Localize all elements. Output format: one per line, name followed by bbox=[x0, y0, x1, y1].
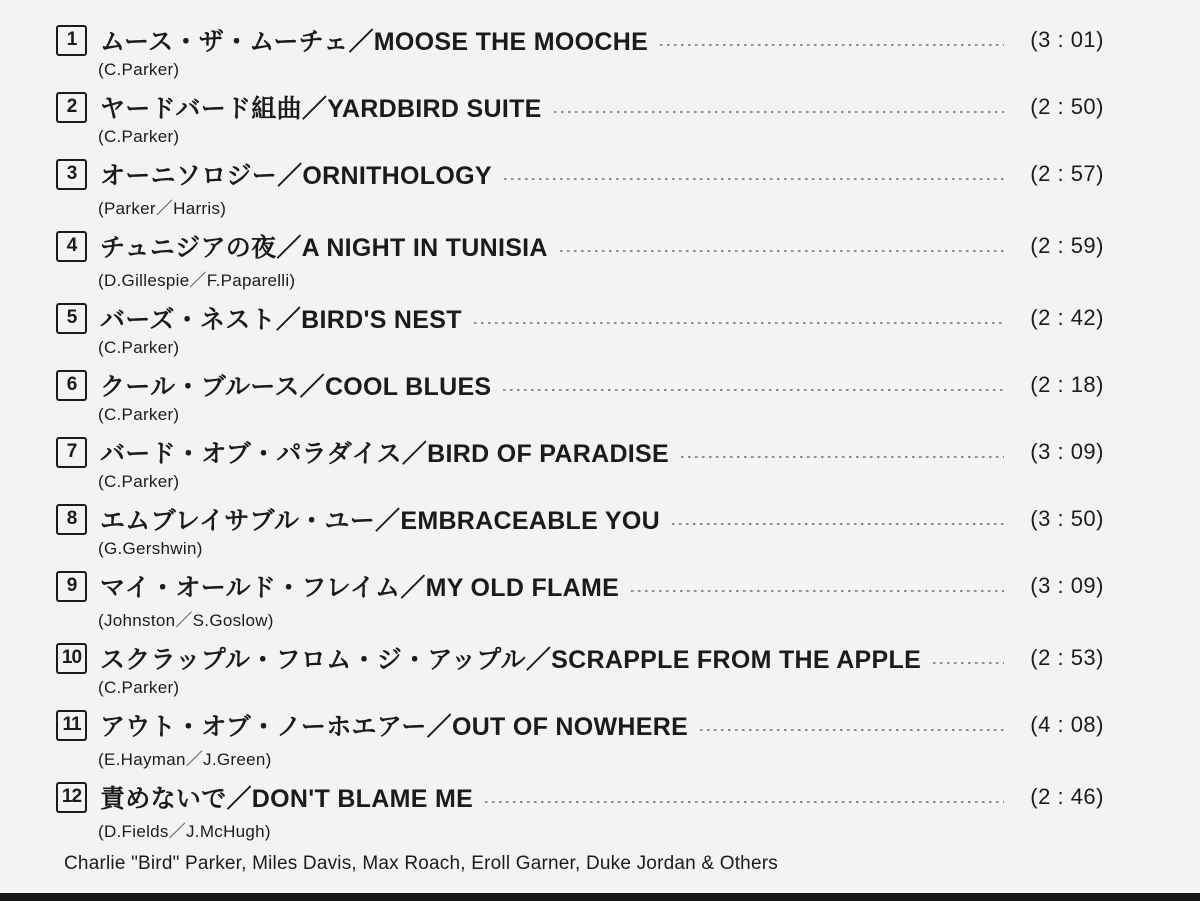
track-row bbox=[56, 707, 1104, 770]
track-duration: (3 : 01) bbox=[1030, 27, 1104, 52]
track-row bbox=[56, 156, 1104, 219]
track-title: アウト・オブ・ノーホエアー／OUT OF NOWHERE bbox=[100, 713, 689, 741]
track-title: 責めないで／DON'T BLAME ME bbox=[100, 785, 474, 813]
track-composer: (C.Parker) bbox=[98, 60, 180, 79]
track-row bbox=[56, 89, 1104, 147]
track-number-box: 3 bbox=[56, 159, 87, 190]
dotted-leader bbox=[700, 729, 1004, 732]
track-number-box: 8 bbox=[56, 504, 87, 535]
track-composer: (C.Parker) bbox=[98, 127, 180, 146]
track-duration: (2 : 57) bbox=[1030, 161, 1104, 186]
track-title: スクラップル・フロム・ジ・アップル／SCRAPPLE FROM THE APPLE bbox=[100, 646, 922, 674]
track-title: オーニソロジー／ORNITHOLOGY bbox=[100, 162, 492, 190]
track-title: マイ・オールド・フレイム／MY OLD FLAME bbox=[100, 574, 620, 602]
track-duration: (3 : 09) bbox=[1030, 439, 1104, 464]
track-title: ヤードバード組曲／YARDBIRD SUITE bbox=[100, 95, 542, 123]
track-number-box: 4 bbox=[56, 231, 87, 262]
track-row bbox=[56, 22, 1104, 80]
track-row bbox=[56, 228, 1104, 291]
bottom-rule bbox=[0, 893, 1200, 901]
track-duration: (2 : 50) bbox=[1030, 94, 1104, 119]
track-row bbox=[56, 640, 1104, 698]
dotted-leader bbox=[631, 590, 1004, 593]
dotted-leader bbox=[933, 662, 1004, 665]
track-number-box: 7 bbox=[56, 437, 87, 468]
track-title: ムース・ザ・ムーチェ／MOOSE THE MOOCHE bbox=[100, 28, 649, 56]
track-duration: (2 : 42) bbox=[1030, 305, 1104, 330]
dotted-leader bbox=[672, 523, 1004, 526]
track-title: バーズ・ネスト／BIRD'S NEST bbox=[100, 306, 462, 334]
track-composer: (Parker／Harris) bbox=[98, 199, 227, 218]
track-number-box: 5 bbox=[56, 303, 87, 334]
track-composer: (C.Parker) bbox=[98, 405, 180, 424]
track-composer: (E.Hayman／J.Green) bbox=[98, 750, 272, 769]
track-duration: (2 : 18) bbox=[1030, 372, 1104, 397]
dotted-leader bbox=[503, 389, 1004, 392]
dotted-leader bbox=[474, 322, 1004, 325]
track-title: バード・オブ・パラダイス／BIRD OF PARADISE bbox=[100, 440, 669, 468]
track-number-box: 6 bbox=[56, 370, 87, 401]
dotted-leader bbox=[504, 178, 1004, 181]
track-composer: (D.Fields／J.McHugh) bbox=[98, 822, 271, 841]
track-duration: (3 : 50) bbox=[1030, 506, 1104, 531]
dotted-leader bbox=[554, 111, 1004, 114]
track-number-box: 2 bbox=[56, 92, 87, 123]
dotted-leader bbox=[660, 44, 1004, 47]
track-title: エムブレイサブル・ユー／EMBRACEABLE YOU bbox=[100, 507, 660, 535]
track-composer: (D.Gillespie／F.Paparelli) bbox=[98, 271, 296, 290]
track-number-box: 11 bbox=[56, 710, 87, 741]
dotted-leader bbox=[681, 456, 1004, 459]
track-row bbox=[56, 367, 1104, 425]
track-row bbox=[56, 434, 1104, 492]
track-composer: (Johnston／S.Goslow) bbox=[98, 611, 274, 630]
personnel-credits: Charlie "Bird" Parker, Miles Davis, Max Roach, Eroll Garner, Duke Jordan & Others bbox=[64, 853, 778, 874]
track-composer: (C.Parker) bbox=[98, 338, 180, 357]
track-title: クール・ブルース／COOL BLUES bbox=[100, 373, 492, 401]
track-title: チュニジアの夜／A NIGHT IN TUNISIA bbox=[100, 234, 548, 262]
track-row bbox=[56, 568, 1104, 631]
track-number-box: 1 bbox=[56, 25, 87, 56]
track-duration: (3 : 09) bbox=[1030, 573, 1104, 598]
track-composer: (G.Gershwin) bbox=[98, 539, 203, 558]
track-row bbox=[56, 300, 1104, 358]
track-duration: (2 : 46) bbox=[1030, 784, 1104, 809]
track-duration: (2 : 53) bbox=[1030, 645, 1104, 670]
dotted-leader bbox=[485, 801, 1004, 804]
track-row bbox=[56, 779, 1104, 842]
track-duration: (4 : 08) bbox=[1030, 712, 1104, 737]
track-number-box: 12 bbox=[56, 782, 87, 813]
track-composer: (C.Parker) bbox=[98, 678, 180, 697]
track-number-box: 10 bbox=[56, 643, 87, 674]
track-number-box: 9 bbox=[56, 571, 87, 602]
track-duration: (2 : 59) bbox=[1030, 233, 1104, 258]
track-row bbox=[56, 501, 1104, 559]
dotted-leader bbox=[560, 250, 1004, 253]
track-composer: (C.Parker) bbox=[98, 472, 180, 491]
